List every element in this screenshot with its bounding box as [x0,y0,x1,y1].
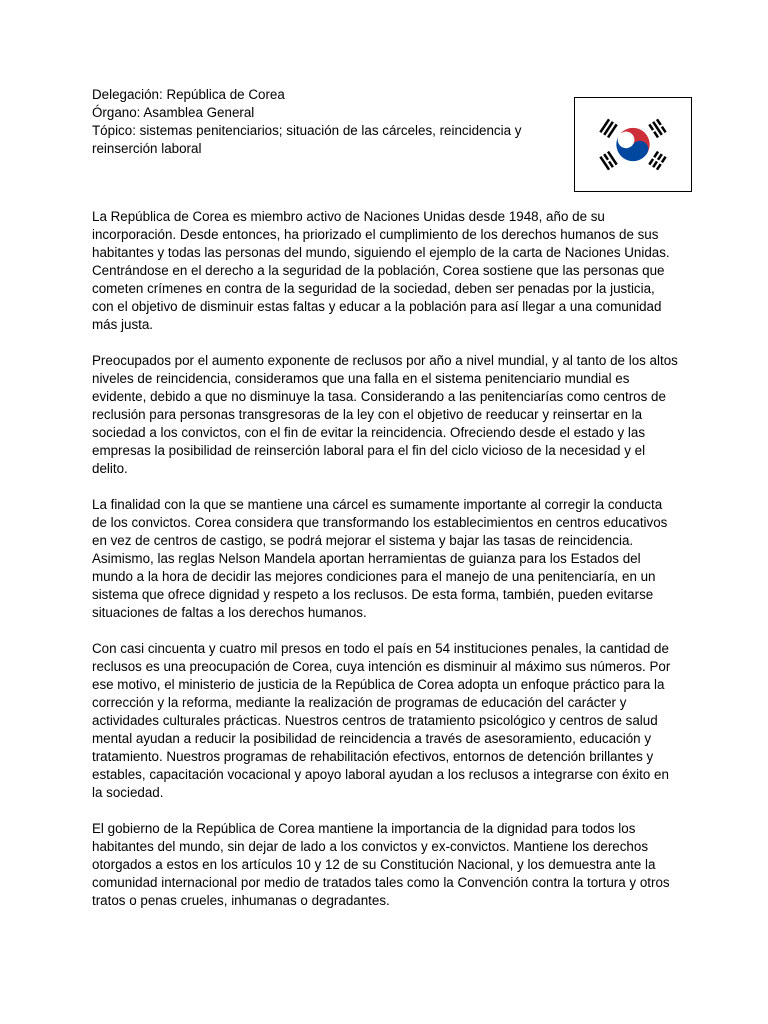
topic-line: Tópico: sistemas penitenciarios; situación de las cárceles, reincidencia y reinserción laboral [92,123,522,156]
paragraph: Preocupados por el aumento exponente de reclusos por año a nivel mundial, y al tanto de los altos niveles de reincidencia, consideramos que una falla en el sistema penitenciario mundial es evidente, debido a que no disminuye la tasa. Considerando a las penitenciarías como centros de reclusión para personas transgresoras de la ley con el objetivo de reeducar y reinsertar en la sociedad a los convictos, con el fin de evitar la reincidencia. Ofreciendo desde el estado y las empresas la posibilidad de reinserción laboral para el fin del ciclo vicioso de la necesidad y el delito. [92,353,678,476]
paragraph: La finalidad con la que se mantiene una cárcel es sumamente importante al corregir la conducta de los convictos. Corea considera que transformando los establecimientos en centros educativos en vez de centros de castigo, se podrá mejorar el sistema y bajar las tasas de reincidencia. Asimismo, las reglas Nelson Mandela aportan herramientas de guianza para los Estados del mundo a la hora de decidir las mejores condiciones para el manejo de una penitenciaría, en un sistema que ofrece dignidad y respeto a los reclusos. De esta forma, también, pueden evitarse situaciones de faltas a los derechos humanos. [92,497,668,620]
paragraph: La República de Corea es miembro activo de Naciones Unidas desde 1948, año de su incorporación. Desde entonces, ha priorizado el cumplimiento de los derechos humanos de sus habitantes y todas las personas del mundo, siguiendo el ejemplo de la carta de Naciones Unidas. Centrándose en el derecho a la seguridad de la población, Corea sostiene que las personas que cometen crímenes en contra de la seguridad de la sociedad, deben ser penadas por la justicia, con el objetivo de disminuir estas faltas y educar a la población para así llegar a una comunidad más justa. [92,209,670,332]
paragraph: Con casi cincuenta y cuatro mil presos en todo el país en 54 instituciones penales, la cantidad de reclusos es una preocupación de Corea, cuya intención es disminuir al máximo sus números. Por ese motivo, el ministerio de justicia de la República de Corea adopta un enfoque práctico para la corrección y la reforma, mediante la realización de programas de educación del carácter y actividades culturales prácticas. Nuestros centros de tratamiento psicológico y centros de salud mental ayudan a reducir la posibilidad de reincidencia a través de asesoramiento, educación y tratamiento. Nuestros programas de rehabilitación efectivos, entornos de detención brillantes y estables, capacitación vocacional y apoyo laboral ayudan a los reclusos a integrarse con éxito en la sociedad. [92,641,671,800]
south-korea-flag-icon [574,97,692,192]
document-body [92,208,680,928]
delegation-line: Delegación: República de Corea [92,87,285,102]
organ-line: Órgano: Asamblea General [92,105,255,120]
paragraph: El gobierno de la República de Corea mantiene la importancia de la dignidad para todos los habitantes del mundo, sin dejar de lado a los convictos y ex-convictos. Mantiene los derechos otorgados a estos en los artículos 10 y 12 de su Constitución Nacional, y los demuestra ante la comunidad internacional por medio de tratados tales como la Convención contra la tortura y otros tratos o penas crueles, inhumanas o degradantes. [92,821,670,908]
document-header [92,86,552,158]
